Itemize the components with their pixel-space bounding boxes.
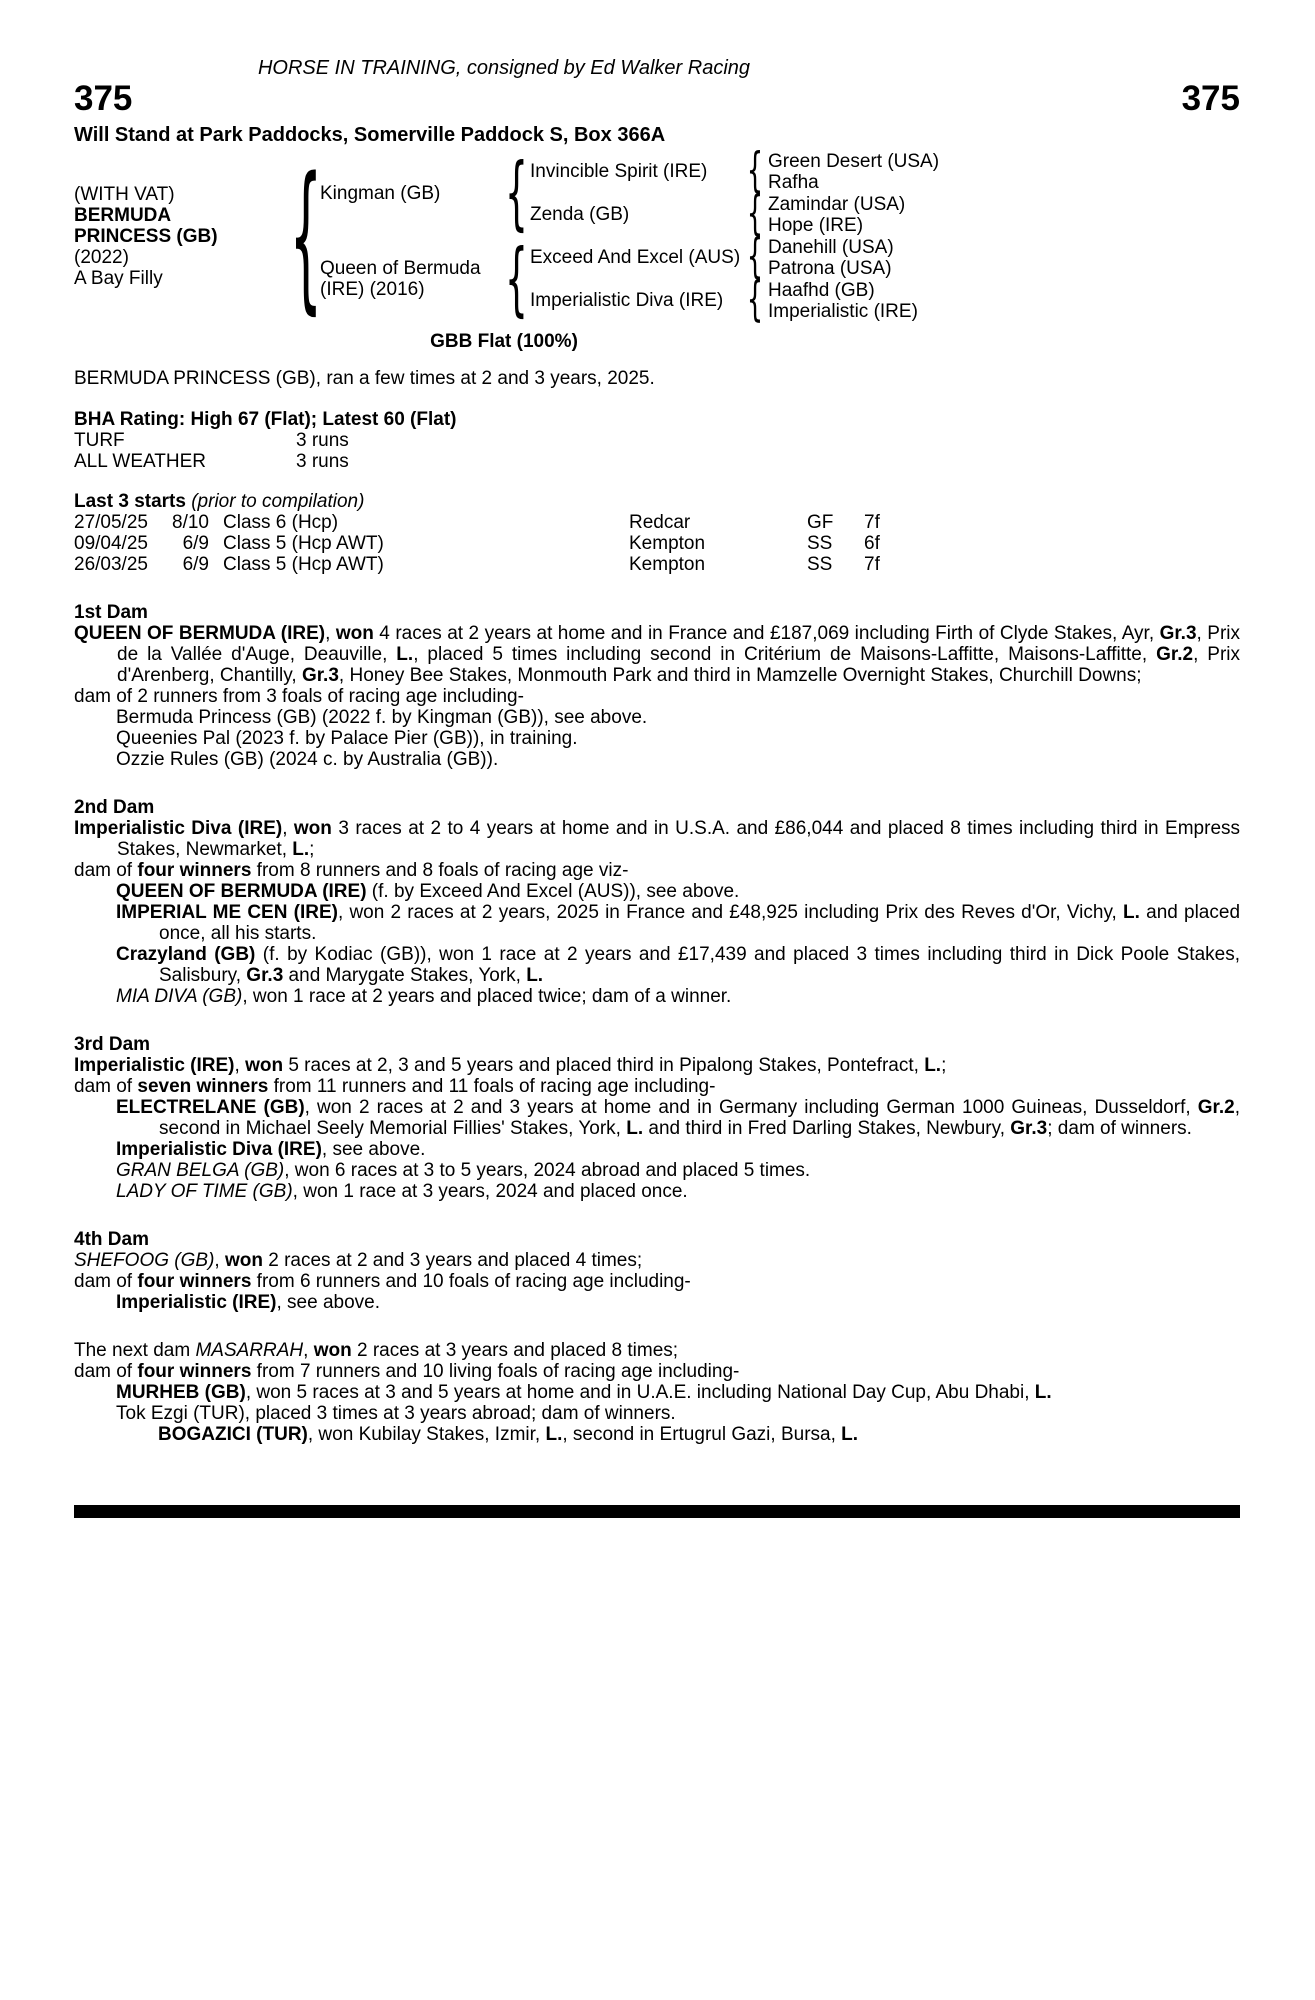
lot-number-right: 375 <box>1181 79 1240 118</box>
text-segment: L. <box>396 644 414 665</box>
sire-name: Kingman (GB) <box>320 182 441 204</box>
dam-brace-cell <box>502 232 530 325</box>
text-segment: dam of 2 runners from 3 foals of racing age including- <box>74 686 524 707</box>
start-position: 6/9 <box>182 554 209 575</box>
text-segment: dam of <box>74 1076 138 1097</box>
text-segment: four winners <box>137 1271 252 1292</box>
pedigree-paragraph <box>74 686 1240 707</box>
dam-ancestors <box>530 229 1240 328</box>
pedigree-paragraph <box>116 1097 1240 1139</box>
text-segment: from 8 runners and 8 foals of racing age viz- <box>251 860 629 881</box>
start-going: SS <box>807 533 833 554</box>
pedigree-paragraph <box>74 1250 1240 1271</box>
dam-sections <box>74 602 1240 1445</box>
text-segment: won <box>335 623 374 644</box>
stand-location: Will Stand at Park Paddocks, Somerville Paddock S, Box 366A <box>74 124 666 146</box>
start-position: 6/9 <box>182 533 209 554</box>
text-segment: L. <box>545 1424 563 1445</box>
gen3-dam-name: Hope (IRE) <box>768 214 864 236</box>
race-start-row <box>74 554 1240 575</box>
vat-note: (WITH VAT) <box>74 183 175 205</box>
text-segment: L. <box>924 1055 942 1076</box>
text-segment: L. <box>1123 902 1140 923</box>
text-segment: and Marygate Stakes, York, <box>283 965 527 986</box>
brace-icon: { <box>289 142 323 329</box>
text-segment: GRAN BELGA (GB) <box>116 1160 285 1181</box>
text-segment: from 6 runners and 10 foals of racing age including- <box>251 1271 691 1292</box>
text-segment: Gr.3 <box>1159 623 1197 644</box>
gen3-pair <box>768 194 1240 236</box>
pedigree-paragraph <box>116 902 1240 944</box>
start-going: GF <box>807 512 834 533</box>
brace-icon: { <box>504 232 528 325</box>
text-segment: Tok Ezgi (TUR), placed 3 times at 3 years abroad; dam of winners. <box>116 1403 676 1424</box>
lot-number-left: 375 <box>74 79 133 118</box>
text-segment: , won 6 races at 3 to 5 years, 2024 abroad and placed 5 times. <box>284 1160 811 1181</box>
text-segment: ELECTRELANE (GB) <box>116 1097 305 1118</box>
race-summary: BERMUDA PRINCESS (GB), ran a few times at 2 and 3 years, 2025. <box>74 368 655 389</box>
pedigree-paragraph <box>116 707 1240 728</box>
lot-row <box>74 79 1240 119</box>
text-segment: , placed 5 times including second in Critérium de Maisons-Laffitte, Maisons-Laffitte, <box>413 644 1157 665</box>
pedigree-paragraph <box>116 1403 1240 1424</box>
text-segment: ; <box>309 839 315 860</box>
text-segment: Imperialistic (IRE) <box>116 1292 277 1313</box>
text-segment: Gr.3 <box>246 965 284 986</box>
race-start-row <box>74 512 1240 533</box>
gen3-sire-name: Danehill (USA) <box>768 236 894 258</box>
surface-label: TURF <box>74 430 125 451</box>
text-segment: , won Kubilay Stakes, Izmir, <box>307 1424 546 1445</box>
text-segment: SHEFOOG (GB) <box>74 1250 215 1271</box>
text-segment: , second in Michael Seely Memorial Fillies' Stakes, York, <box>159 1097 1240 1139</box>
pedigree-paragraph <box>74 860 1240 881</box>
start-distance: 6f <box>864 533 880 554</box>
pedigree-paragraph <box>74 1076 1240 1097</box>
text-segment: L. <box>1034 1382 1052 1403</box>
text-segment: won <box>245 1055 284 1076</box>
text-segment: , <box>234 1055 246 1076</box>
gen3-pair <box>768 280 1240 322</box>
dam-dam-name: Imperialistic Diva (IRE) <box>530 290 724 311</box>
text-segment: Imperialistic Diva (IRE) <box>116 1139 322 1160</box>
text-segment: and placed once, all his starts. <box>159 902 1241 944</box>
text-segment: from 7 runners and 10 living foals of racing age including- <box>251 1361 740 1382</box>
brace-cell <box>742 272 768 328</box>
text-segment: MIA DIVA (GB) <box>116 986 243 1007</box>
pedigree-paragraph <box>116 944 1240 986</box>
pedigree-paragraph <box>116 881 1240 902</box>
start-distance: 7f <box>864 512 880 533</box>
start-date: 27/05/25 <box>74 512 148 533</box>
text-segment: , second in Ertugrul Gazi, Bursa, <box>562 1424 842 1445</box>
horse-identity-block <box>74 150 292 322</box>
pedigree-paragraph <box>116 1160 1240 1181</box>
text-segment: MURHEB (GB) <box>116 1382 246 1403</box>
dam-heading: 2nd Dam <box>74 797 155 818</box>
sire-sire-branch <box>530 143 1240 199</box>
brace-icon: { <box>746 229 764 285</box>
sire-branch <box>320 143 1240 242</box>
horse-name: BERMUDA PRINCESS (GB) <box>74 204 218 247</box>
text-segment: LADY OF TIME (GB) <box>116 1181 293 1202</box>
pedigree-paragraph <box>74 1055 1240 1076</box>
text-segment: ; dam of winners. <box>1047 1118 1192 1139</box>
sire-sire-name: Invincible Spirit (IRE) <box>530 161 708 182</box>
text-segment: QUEEN OF BERMUDA (IRE) <box>116 881 367 902</box>
pedigree-paragraph <box>116 749 1240 770</box>
gen1-brace-cell <box>289 142 323 329</box>
text-segment: L. <box>626 1118 644 1139</box>
text-segment: (f. by Exceed And Excel (AUS)), see above. <box>366 881 740 902</box>
last-starts-heading <box>74 491 1240 512</box>
dam-section <box>74 1229 1240 1313</box>
rating-row <box>74 451 1240 472</box>
brace-icon: { <box>504 146 528 239</box>
gen3-pair <box>768 237 1240 279</box>
last-starts-block <box>74 491 1240 575</box>
foal-year: (2022) <box>74 246 129 268</box>
bha-rating-block <box>74 409 1240 472</box>
text-segment: Gr.3 <box>301 665 339 686</box>
text-segment: dam of <box>74 860 138 881</box>
gen3-dam-name: Patrona (USA) <box>768 257 892 279</box>
text-segment: L. <box>841 1424 859 1445</box>
text-segment: , see above. <box>276 1292 381 1313</box>
text-segment: , <box>325 623 336 644</box>
sire-dam-name: Zenda (GB) <box>530 204 630 225</box>
pedigree-paragraph <box>74 1271 1240 1292</box>
text-segment: , Prix d'Arenberg, Chantilly, <box>117 644 1241 686</box>
gbb-note: GBB Flat (100%) <box>430 331 578 352</box>
text-segment: , won 5 races at 3 and 5 years at home and in U.A.E. including National Day Cup, Abu Dhabi, <box>245 1382 1035 1403</box>
text-segment: won <box>313 1340 352 1361</box>
gen3-sire-name: Green Desert (USA) <box>768 150 940 172</box>
text-segment: , won 2 races at 2 years, 2025 in France and £48,925 including Prix des Reves d'Or, Vichy, <box>337 902 1124 923</box>
text-segment: won <box>293 818 332 839</box>
pedigree-paragraph <box>116 986 1240 1007</box>
dam-sire-branch <box>530 229 1240 285</box>
text-segment: L. <box>526 965 544 986</box>
dam-sire-name: Exceed And Excel (AUS) <box>530 247 741 268</box>
text-segment: IMPERIAL ME CEN (IRE) <box>116 902 338 923</box>
text-segment: Bermuda Princess (GB) (2022 f. by Kingman (GB)), see above. <box>116 707 648 728</box>
dam-heading: 3rd Dam <box>74 1034 151 1055</box>
dam-name: Queen of Bermuda (IRE) (2016) <box>320 258 481 300</box>
text-segment: 5 races at 2, 3 and 5 years and placed third in Pipalong Stakes, Pontefract, <box>283 1055 925 1076</box>
text-segment: seven winners <box>137 1076 269 1097</box>
start-course: Kempton <box>629 554 706 575</box>
start-race-class: Class 6 (Hcp) <box>223 512 339 533</box>
dam-section <box>74 602 1240 770</box>
dam-section <box>74 1034 1240 1202</box>
text-segment: , won 2 races at 2 and 3 years at home and in Germany including German 1000 Guineas, Dusseldorf, <box>304 1097 1198 1118</box>
runs-count: 3 runs <box>296 430 349 451</box>
text-segment: L. <box>292 839 310 860</box>
text-segment: QUEEN OF BERMUDA (IRE) <box>74 623 326 644</box>
dam-heading: 1st Dam <box>74 602 148 623</box>
race-start-row <box>74 533 1240 554</box>
gen3-dam-name: Imperialistic (IRE) <box>768 300 918 322</box>
pedigree-paragraph <box>116 1181 1240 1202</box>
text-segment: won <box>224 1250 263 1271</box>
text-segment: Gr.2 <box>1197 1097 1235 1118</box>
last-starts-heading-bold: Last 3 starts <box>74 491 186 512</box>
text-segment: , <box>282 818 294 839</box>
dam-heading: 4th Dam <box>74 1229 149 1250</box>
text-segment: 2 races at 2 and 3 years and placed 4 times; <box>262 1250 643 1271</box>
start-going: SS <box>807 554 833 575</box>
dam-section <box>74 1340 1240 1445</box>
text-segment: 2 races at 3 years and placed 8 times; <box>351 1340 679 1361</box>
pedigree-paragraph <box>158 1424 1240 1445</box>
text-segment: ; <box>941 1055 947 1076</box>
start-date: 26/03/25 <box>74 554 148 575</box>
text-segment: Imperialistic (IRE) <box>74 1055 235 1076</box>
sire-ancestors <box>530 143 1240 242</box>
surface-label: ALL WEATHER <box>74 451 206 472</box>
text-segment: , won 1 race at 2 years and placed twice; dam of a winner. <box>242 986 732 1007</box>
dam-section <box>74 797 1240 1007</box>
text-segment: The next dam <box>74 1340 196 1361</box>
text-segment: , <box>303 1340 314 1361</box>
text-segment: , Prix de la Vallée d'Auge, Deauville, <box>117 623 1241 665</box>
start-course: Redcar <box>629 512 691 533</box>
text-segment: 3 races at 2 to 4 years at home and in U.S.A. and £86,044 and placed 8 times including third in Empress Stakes, Newmarket, <box>117 818 1241 860</box>
pedigree-paragraph <box>116 1139 1240 1160</box>
start-course: Kempton <box>629 533 706 554</box>
runs-count: 3 runs <box>296 451 349 472</box>
text-segment: four winners <box>137 1361 252 1382</box>
text-segment: BOGAZICI (TUR) <box>158 1424 308 1445</box>
pedigree-paragraph <box>116 1382 1240 1403</box>
dam-dam-branch <box>530 272 1240 328</box>
footer-bar <box>74 1505 1240 1518</box>
text-segment: from 11 runners and 11 foals of racing age including- <box>268 1076 716 1097</box>
text-segment: , Honey Bee Stakes, Monmouth Park and third in Mamzelle Overnight Stakes, Churchill Downs; <box>338 665 1142 686</box>
sire-dam-branch <box>530 186 1240 242</box>
text-segment: Ozzie Rules (GB) (2024 c. by Australia (GB)). <box>116 749 499 770</box>
bha-rating-heading: BHA Rating: High 67 (Flat); Latest 60 (Flat) <box>74 409 457 430</box>
pedigree-generations <box>320 143 1240 328</box>
gen3-sire-name: Haafhd (GB) <box>768 279 875 301</box>
text-segment: four winners <box>137 860 252 881</box>
page-title: HORSE IN TRAINING, consigned by Ed Walker Racing <box>257 57 751 79</box>
pedigree-paragraph <box>74 818 1240 860</box>
sire-brace-cell <box>502 146 530 239</box>
last-starts-heading-italic: (prior to compilation) <box>185 491 365 512</box>
text-segment: 4 races at 2 years at home and in France and £187,069 including Firth of Clyde Stakes, Ayr, <box>373 623 1160 644</box>
text-segment: , <box>214 1250 225 1271</box>
brace-icon: { <box>746 272 764 328</box>
start-position: 8/10 <box>172 512 209 533</box>
brace-icon: { <box>746 186 764 242</box>
text-segment: Imperialistic Diva (IRE) <box>74 818 283 839</box>
gen3-sire-name: Zamindar (USA) <box>768 193 906 215</box>
pedigree-paragraph <box>74 1361 1240 1382</box>
pedigree-paragraph <box>74 1340 1240 1361</box>
pedigree-paragraph <box>116 728 1240 749</box>
start-distance: 7f <box>864 554 880 575</box>
text-segment: Queenies Pal (2023 f. by Palace Pier (GB)), in training. <box>116 728 578 749</box>
rating-row <box>74 430 1240 451</box>
text-segment: (f. by Kodiac (GB)), won 1 race at 2 years and £17,439 and placed 3 times including third in Dick Poole Stakes, Salisbury, <box>159 944 1240 986</box>
start-race-class: Class 5 (Hcp AWT) <box>223 554 384 575</box>
text-segment: Gr.2 <box>1156 644 1194 665</box>
text-segment: , see above. <box>321 1139 426 1160</box>
pedigree-table <box>74 142 1240 329</box>
start-race-class: Class 5 (Hcp AWT) <box>223 533 384 554</box>
dam-branch <box>320 229 1240 328</box>
text-segment: Gr.3 <box>1010 1118 1048 1139</box>
text-segment: Crazyland (GB) <box>116 944 256 965</box>
gen3-dam-name: Rafha <box>768 171 819 193</box>
text-segment: dam of <box>74 1361 138 1382</box>
text-segment: , won 1 race at 3 years, 2024 and placed once. <box>292 1181 688 1202</box>
brace-icon: { <box>746 143 764 199</box>
text-segment: dam of <box>74 1271 138 1292</box>
text-segment: MASARRAH <box>195 1340 304 1361</box>
gen3-pair <box>768 151 1240 193</box>
pedigree-paragraph <box>116 1292 1240 1313</box>
start-date: 09/04/25 <box>74 533 148 554</box>
text-segment: and third in Fred Darling Stakes, Newbury, <box>643 1118 1011 1139</box>
pedigree-paragraph <box>74 623 1240 686</box>
horse-description: A Bay Filly <box>74 267 163 289</box>
